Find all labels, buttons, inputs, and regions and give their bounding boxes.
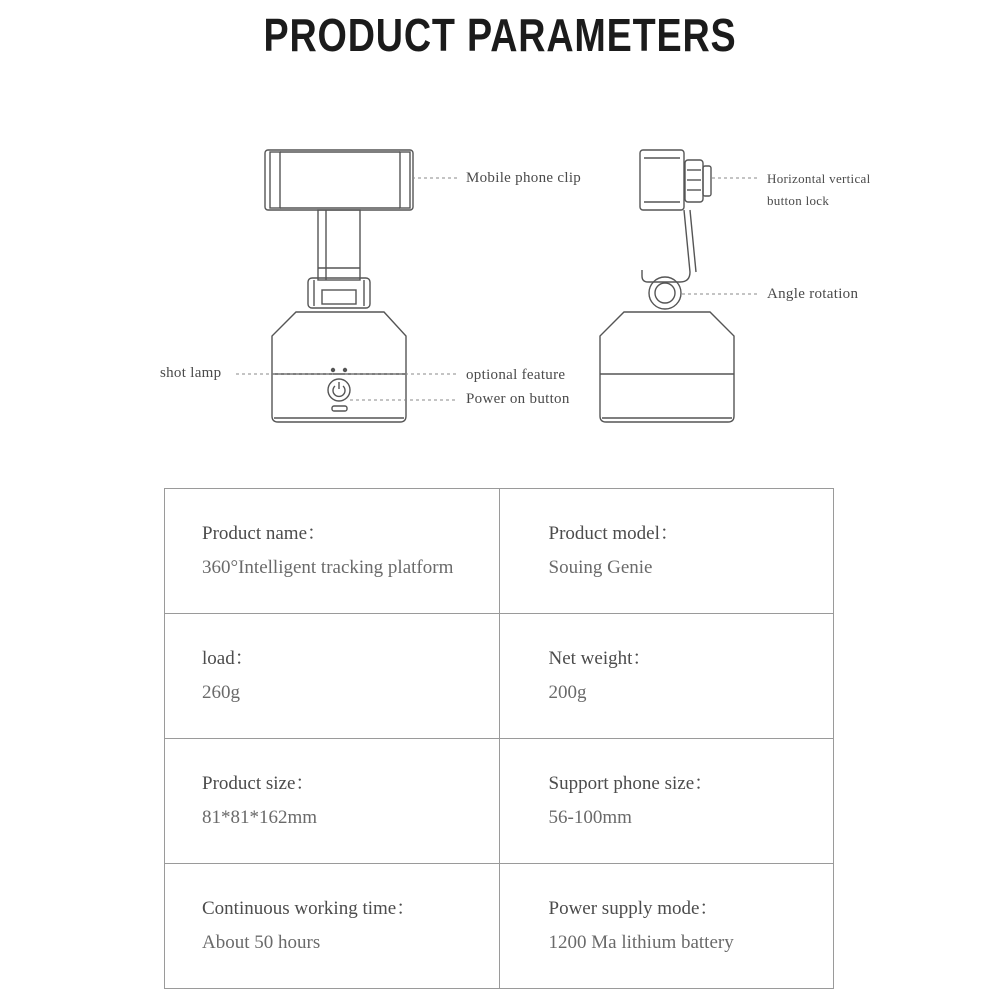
spec-row [165,489,834,614]
spec-cell [499,489,834,614]
spec-table [164,488,834,989]
spec-row [165,864,834,989]
callout-angle-rotation: Angle rotation [767,286,859,302]
spec-cell [165,739,500,864]
spec-value: 81*81*162mm [202,807,318,828]
callout-shot-lamp: shot lamp [160,365,222,381]
spec-cell [165,864,500,989]
callout-horizontal-vertical-lock [767,168,897,212]
spec-row [165,614,834,739]
spec-label: Product model： [548,523,679,544]
callout-lock-line1: Horizontal vertical [767,171,871,186]
callout-mobile-phone-clip: Mobile phone clip [466,170,582,186]
callout-power-on-button: Power on button [466,391,570,407]
spec-value: 1200 Ma lithium battery [548,932,734,953]
spec-row [165,739,834,864]
side-view [600,150,734,422]
spec-value: 360°Intelligent tracking platform [202,557,454,578]
spec-value: 200g [548,682,587,703]
spec-value: About 50 hours [202,932,321,953]
spec-value: 260g [202,682,240,703]
spec-label: Product size： [202,773,315,794]
spec-value: Souing Genie [548,557,653,578]
page-title: PRODUCT PARAMETERS [263,9,737,61]
spec-label: load： [202,648,254,669]
spec-label: Power supply mode： [548,898,719,919]
spec-cell [499,739,834,864]
callout-lock-line2: button lock [767,193,830,208]
spec-cell [499,614,834,739]
callout-optional-feature: optional feature [466,367,566,383]
front-view [265,150,413,422]
spec-cell [499,864,834,989]
spec-label: Continuous working time： [202,898,416,919]
spec-cell [165,614,500,739]
spec-value: 56-100mm [548,807,632,828]
spec-label: Support phone size： [548,773,714,794]
spec-label: Net weight： [548,648,652,669]
spec-label: Product name： [202,523,327,544]
spec-cell [165,489,500,614]
